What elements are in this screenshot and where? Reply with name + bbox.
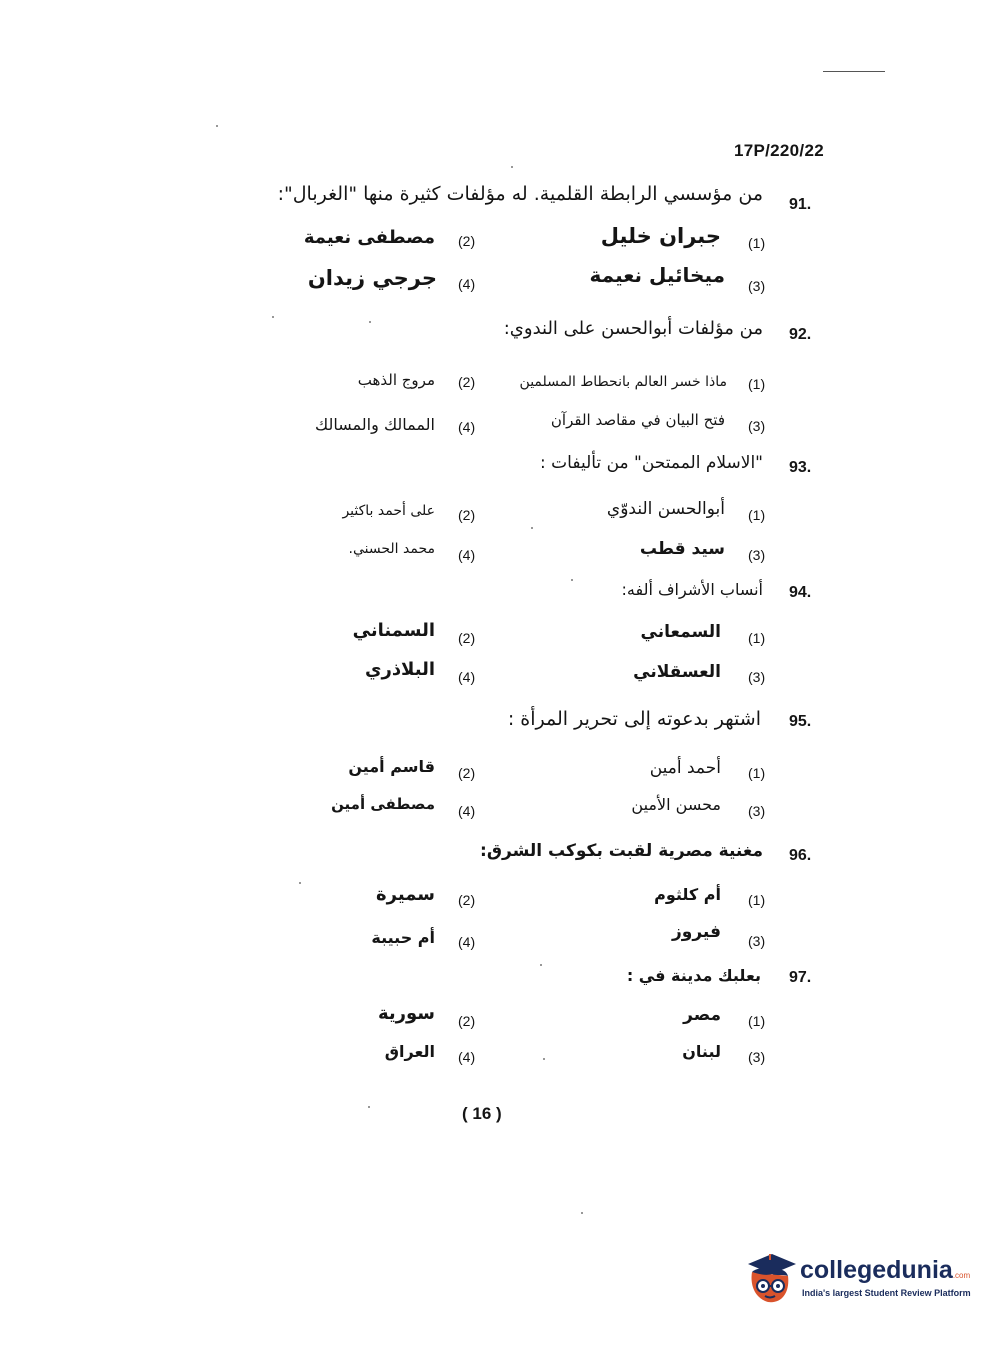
- option-text[interactable]: فتح البيان في مقاصد القرآن: [550, 411, 725, 429]
- scan-speck: [540, 964, 542, 966]
- option-number: (1): [748, 765, 766, 781]
- question-text: اشتهر بدعوته إلى تحرير المرأة :: [507, 708, 761, 730]
- question-number: 96.: [789, 847, 812, 864]
- option-number: (4): [458, 1049, 476, 1065]
- option-number: (2): [458, 892, 476, 908]
- option-number: (1): [748, 1013, 766, 1029]
- option-number: (3): [748, 418, 766, 434]
- option-number: (4): [458, 803, 476, 819]
- option-number: (2): [458, 1013, 476, 1029]
- scan-speck: [531, 527, 533, 529]
- option-number: (2): [458, 374, 476, 390]
- scan-speck: [369, 321, 371, 323]
- option-number: (1): [748, 507, 766, 523]
- option-text[interactable]: مروج الذهب: [357, 371, 435, 389]
- option-number: (1): [748, 235, 766, 251]
- question-number: 95.: [789, 713, 812, 730]
- logo-wordmark: collegedunia.com: [800, 1256, 971, 1284]
- question-text: بعلبك مدينة في :: [626, 966, 761, 985]
- option-number: (3): [748, 669, 766, 685]
- option-text[interactable]: مصطفى أمين: [331, 795, 435, 813]
- scan-speck: [299, 882, 301, 884]
- option-number: (1): [748, 630, 766, 646]
- scan-speck: [511, 166, 513, 168]
- scan-speck: [216, 125, 218, 127]
- question-number: 92.: [789, 326, 812, 343]
- option-text[interactable]: سورية: [377, 1003, 435, 1024]
- option-number: (4): [458, 276, 476, 292]
- scan-speck: [272, 316, 274, 318]
- question-number: 93.: [789, 459, 812, 476]
- question-text: أنساب الأشراف ألفه:: [621, 580, 763, 599]
- option-text[interactable]: قاسم أمين: [348, 757, 435, 776]
- option-text[interactable]: أحمد أمين: [649, 758, 721, 778]
- collegedunia-logo[interactable]: [742, 1250, 972, 1310]
- option-text[interactable]: فيروز: [672, 922, 721, 942]
- paper-code: 17P/220/22: [734, 141, 824, 160]
- option-number: (2): [458, 630, 476, 646]
- question-number: 97.: [789, 969, 812, 986]
- option-number: (3): [748, 278, 766, 294]
- question-number: 91.: [789, 196, 812, 213]
- option-number: (4): [458, 669, 476, 685]
- option-text[interactable]: مصر: [683, 1005, 721, 1025]
- option-number: (3): [748, 547, 766, 563]
- option-number: (2): [458, 233, 476, 249]
- option-number: (1): [748, 892, 766, 908]
- header-rule: [823, 71, 885, 72]
- option-number: (4): [458, 547, 476, 563]
- scan-speck: [368, 1106, 370, 1108]
- option-number: (2): [458, 765, 476, 781]
- option-text[interactable]: لبنان: [682, 1042, 721, 1061]
- option-number: (3): [748, 1049, 766, 1065]
- option-text[interactable]: ميخائيل نعيمة: [589, 263, 725, 287]
- option-text[interactable]: البلاذري: [364, 659, 435, 680]
- option-text[interactable]: ماذا خسر العالم بانحطاط المسلمين: [519, 374, 727, 390]
- option-text[interactable]: السمعاني: [640, 622, 721, 642]
- option-number: (2): [458, 507, 476, 523]
- option-text[interactable]: مصطفى نعيمة: [303, 227, 435, 248]
- logo-tagline: India's largest Student Review Platform: [802, 1288, 971, 1298]
- question-number: 94.: [789, 584, 812, 601]
- option-text[interactable]: سيد قطب: [639, 539, 725, 559]
- option-text[interactable]: محمد الحسني.: [348, 541, 435, 557]
- page-number: ( 16 ): [462, 1104, 502, 1123]
- option-text[interactable]: العسقلاني: [633, 662, 721, 682]
- scan-speck: [543, 1058, 545, 1060]
- option-text[interactable]: محسن الأمين: [631, 795, 721, 814]
- option-text[interactable]: جبران خليل: [600, 224, 721, 248]
- option-text[interactable]: أم كلثوم: [654, 885, 721, 904]
- option-number: (1): [748, 376, 766, 392]
- option-number: (3): [748, 933, 766, 949]
- option-text[interactable]: أم حبيبة: [371, 928, 435, 947]
- option-number: (4): [458, 419, 476, 435]
- question-text: من مؤلفات أبوالحسن على الندوي:: [503, 318, 763, 339]
- question-text: مغنية مصرية لقبت بكوكب الشرق:: [480, 841, 763, 861]
- question-text: "الاسلام الممتحن" من تأليفات :: [540, 453, 763, 473]
- option-text[interactable]: جرجي زيدان: [307, 266, 437, 290]
- student-mascot-icon: [742, 1250, 798, 1308]
- option-text[interactable]: سميرة: [376, 884, 435, 905]
- scan-speck: [571, 579, 573, 581]
- option-text[interactable]: الممالك والمسالك: [315, 415, 435, 434]
- option-text[interactable]: على أحمد باكثير: [342, 503, 435, 519]
- question-text: من مؤسسي الرابطة القلمية. له مؤلفات كثيرة منها "الغربال":: [277, 183, 763, 205]
- scan-speck: [581, 1212, 583, 1214]
- option-number: (3): [748, 803, 766, 819]
- option-text[interactable]: السمناني: [352, 620, 435, 641]
- option-text[interactable]: العراق: [384, 1042, 435, 1061]
- option-text[interactable]: أبوالحسن الندوّي: [606, 499, 725, 519]
- option-number: (4): [458, 934, 476, 950]
